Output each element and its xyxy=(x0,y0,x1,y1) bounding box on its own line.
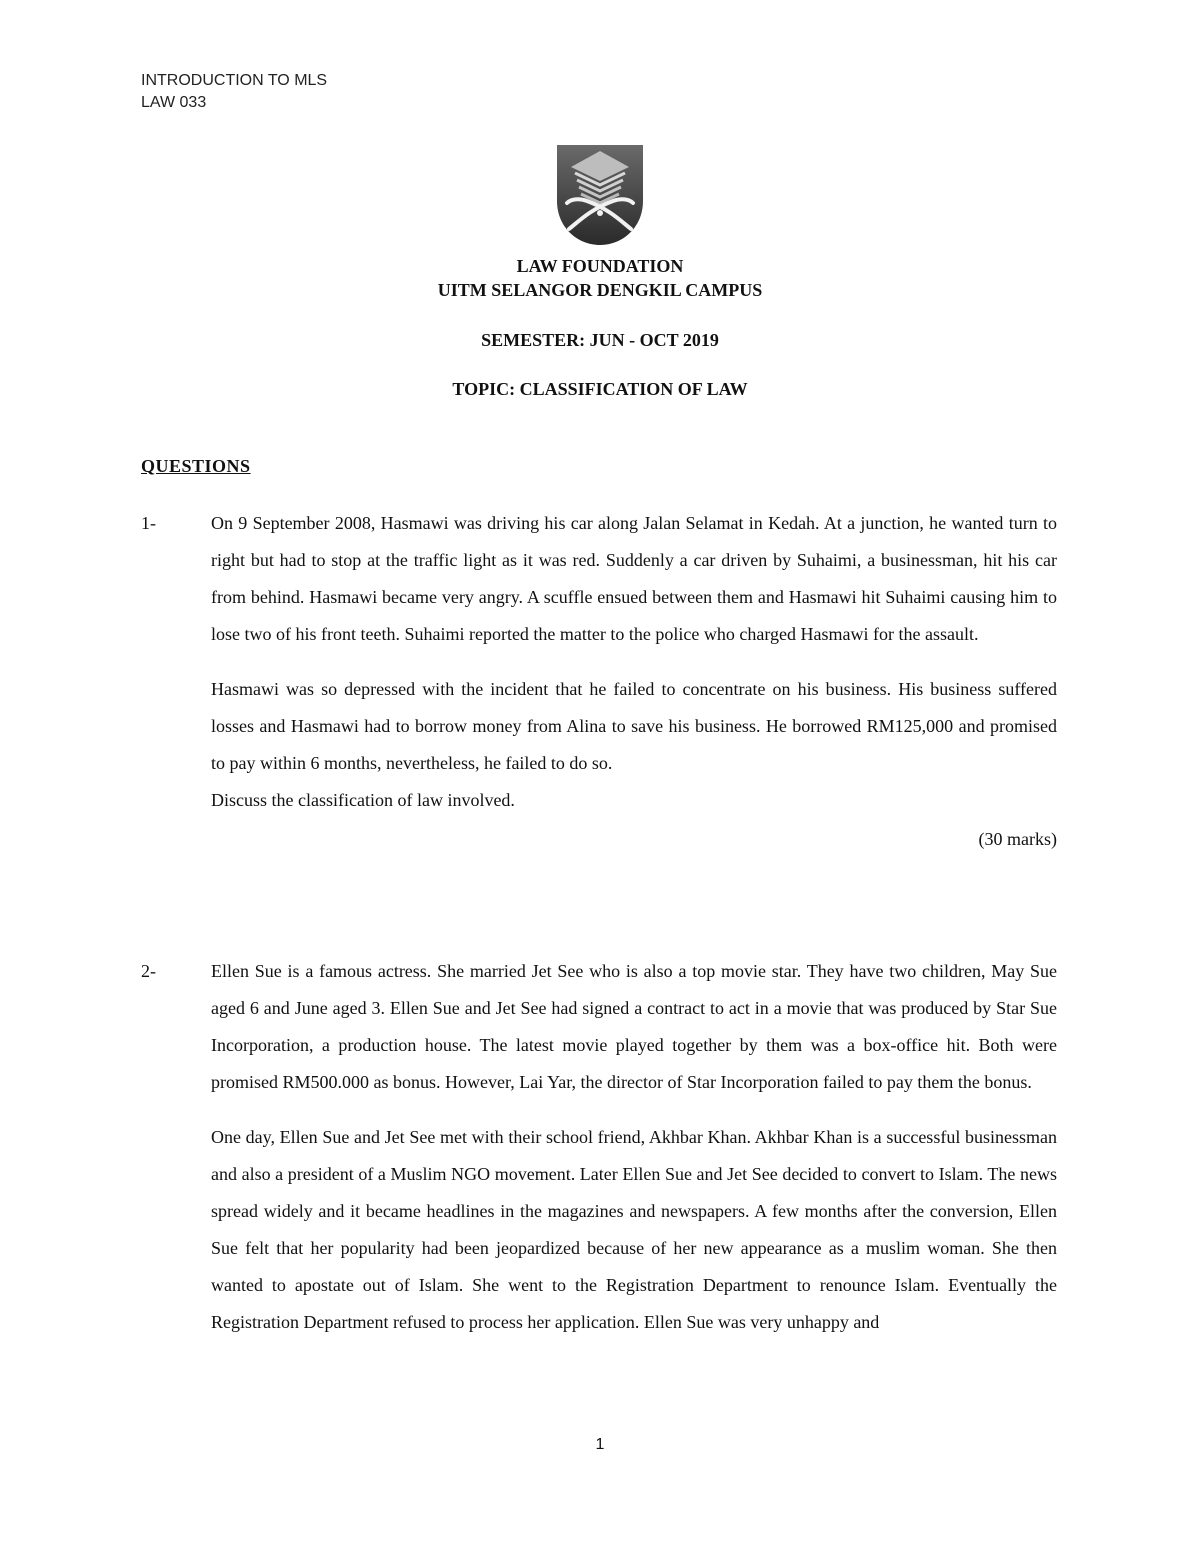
questions-heading: QUESTIONS xyxy=(141,456,251,476)
university-crest-icon xyxy=(555,143,645,247)
question-1-paragraph-2: Hasmawi was so depressed with the incident that he failed to concentrate on his business. His business suffered losses and Hasmawi had to borrow money from Alina to save his business. He borrowed RM125,000 and promised to pay within 6 months, nevertheless, he failed to do so. xyxy=(211,679,1057,773)
title-campus: UITM SELANGOR DENGKIL CAMPUS xyxy=(437,280,763,300)
question-2-number: 2- xyxy=(141,961,156,981)
question-1-number: 1- xyxy=(141,513,156,533)
question-1-paragraph-1: On 9 September 2008, Hasmawi was driving his car along Jalan Selamat in Kedah. At a junction, he wanted turn to right but had to stop at the traffic light as it was red. Suddenly a car driven by Suhaimi, a businessman, hit his car from behind. Hasmawi became very angry. A scuffle ensued between them and Hasmawi hit Suhaimi causing him to lose two of his front teeth. Suhaimi reported the matter to the police who charged Hasmawi for the assault. xyxy=(211,513,1057,644)
header-course-code: LAW 033 xyxy=(141,94,207,111)
question-2-paragraph-1: Ellen Sue is a famous actress. She married Jet See who is also a top movie star. They have two children, May Sue aged 6 and June aged 3. Ellen Sue and Jet See had signed a contract to act in a movie that was produced by Star Sue Incorporation, a production house. The latest movie played together by them was a box-office hit. Both were promised RM500.000 as bonus. However, Lai Yar, the director of Star Incorporation failed to pay them the bonus. xyxy=(211,961,1057,1092)
page-number: 1 xyxy=(595,1436,605,1453)
question-1-instruction: Discuss the classification of law involved. xyxy=(211,790,515,810)
document-header xyxy=(141,70,327,114)
question-2-paragraph-2: One day, Ellen Sue and Jet See met with their school friend, Akhbar Khan. Akhbar Khan is a successful businessman and also a president of a Muslim NGO movement. Later Ellen Sue and Jet See decided to convert to Islam. The news spread widely and it became headlines in the magazines and newspapers. A few months after the conversion, Ellen Sue felt that her popularity had been jeopardized because of her new appearance as a muslim woman. She then wanted to apostate out of Islam. She went to the Registration Department to renounce Islam. Eventually the Registration Department refused to process her application. Ellen Sue was very unhappy and xyxy=(211,1127,1057,1332)
question-2-body xyxy=(211,953,1057,1341)
question-1-body xyxy=(211,505,1057,858)
title-semester: SEMESTER: JUN - OCT 2019 xyxy=(481,330,719,350)
title-law-foundation: LAW FOUNDATION xyxy=(516,256,684,276)
title-topic: TOPIC: CLASSIFICATION OF LAW xyxy=(452,379,748,399)
question-1-marks: (30 marks) xyxy=(978,829,1057,849)
header-course-title: INTRODUCTION TO MLS xyxy=(141,72,328,89)
